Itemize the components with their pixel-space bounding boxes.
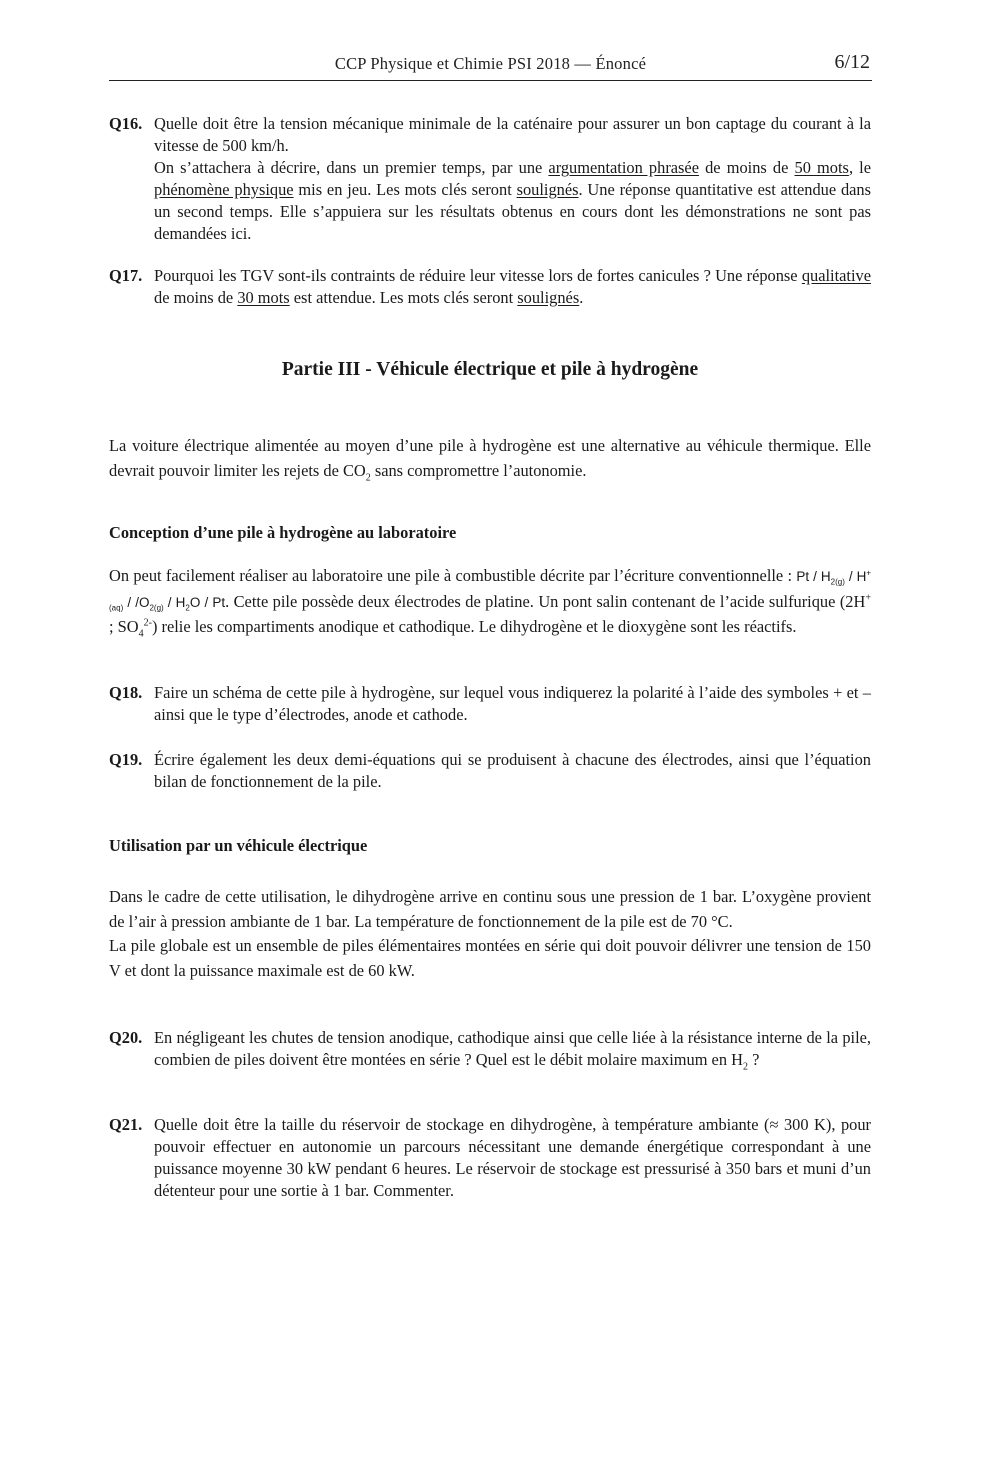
section-paragraph-conception: On peut facilement réaliser au laboratoire une pile à combustible décrite par l’écriture conventionnelle : Pt / $H_{2(g)} / H^+_{(aq)} / /O_{2(g)} / H_2O$ / Pt. Cette pile possède deux électrodes de platine. Un pont salin contenant de l’acide sulfurique (2H+ ; $SO_4^{2-}$) relie les compartiments anodique et cathodique. Le dihydrogène et le dioxygène sont les réactifs. [109,566,871,640]
section-paragraph-utilisation: Dans le cadre de cette utilisation, le dihydrogène arrive en continu sous une pression de 1 bar. L’oxygène provient de l’air à pression ambiante de 1 bar. La température de fonctionnement de la pile est de 70 °C. La pile globale est un ensemble de piles élémentaires montées en série qui doit pouvoir délivrer une tension de 150 V et dont la puissance maximale est de 60 kW. [109,887,871,980]
section-title-conception: Conception d’une pile à hydrogène au laboratoire [109,523,457,542]
underlined-keyword: 50 mots [794,158,849,177]
question-text: En négligeant les chutes de tension anodique, cathodique ainsi que celle liée à la résistance interne de la pile, combien de piles doivent être montées en série ? Quel est le débit molaire maximum en $H_2$ ? [154,1028,871,1073]
underlined-keyword: 30 mots [237,288,290,307]
question-q21 [109,1114,871,1202]
question-q20 [109,1027,871,1071]
underlined-keyword: argumentation phrasée [548,158,699,177]
question-number: Q16. [109,114,143,133]
part-title: Partie III - Véhicule électrique et pile à hydrogène [281,359,699,380]
question-text: Écrire également les deux demi-équations qui se produisent à chacune des électrodes, ainsi que l’équation bilan de fonctionnement de la pile. [154,750,871,791]
underlined-keyword: phénomène physique [154,180,294,199]
underlined-keyword: qualitative [801,266,871,285]
question-instructions: On s’attachera à décrire, dans un premier temps, par une argumentation phrasée de moins de 50 mots, le phénomène physique mis en jeu. Les mots clés seront soulignés. Une réponse quantitative est attendue dans un second temps. Elle s’appuiera sur les résultats obtenus en cours dont les démonstrations ne sont pas demandées ici. [154,158,872,243]
question-q18 [109,682,871,726]
question-text: Faire un schéma de cette pile à hydrogène, sur lequel vous indiquerez la polarité à l’aide des symboles + et – ainsi que le type d’électrodes, anode et cathode. [154,683,871,724]
question-q17 [109,265,871,309]
question-q19 [109,749,871,793]
question-text: Quelle doit être la taille du réservoir de stockage en dihydrogène, à température ambiante (≈ 300 K), pour pouvoir effectuer en autonomie un parcours nécessitant une demande énergétique correspondant à une puissance moyenne 30 kW pendant 6 heures. Le réservoir de stockage est pressurisé à 350 bars et muni d’un détenteur pour une sortie à 1 bar. Commenter. [154,1115,871,1200]
question-text: Quelle doit être la tension mécanique minimale de la caténaire pour assurer un bon captage du courant à la vitesse de 500 km/h. [154,114,871,155]
underlined-keyword: soulignés [516,180,579,199]
header-title: CCP Physique et Chimie PSI 2018 — Énoncé [334,54,647,73]
question-number: Q21. [109,1115,143,1134]
question-number: Q20. [109,1028,143,1047]
question-number: Q17. [109,266,143,285]
page-header [109,51,872,81]
section-title-utilisation: Utilisation par un véhicule électrique [109,836,368,855]
underlined-keyword: soulignés [517,288,580,307]
page-number: 6/12 [834,51,870,73]
question-number: Q18. [109,683,143,702]
question-number: Q19. [109,750,143,769]
cell-notation: Pt / $H_{2(g)} / H^+_{(aq)} / /O_{2(g)} / H_2O$ / Pt [109,568,871,613]
part-intro: La voiture électrique alimentée au moyen d’une pile à hydrogène est une alternative au véhicule thermique. Elle devrait pouvoir limiter les rejets de $CO_2$ sans compromettre l’autonomie. [109,436,871,483]
question-q16 [109,113,871,245]
question-text: Pourquoi les TGV sont-ils contraints de réduire leur vitesse lors de fortes canicules ? Une réponse qualitative de moins de 30 mots est attendue. Les mots clés seront soulignés. [154,266,871,307]
